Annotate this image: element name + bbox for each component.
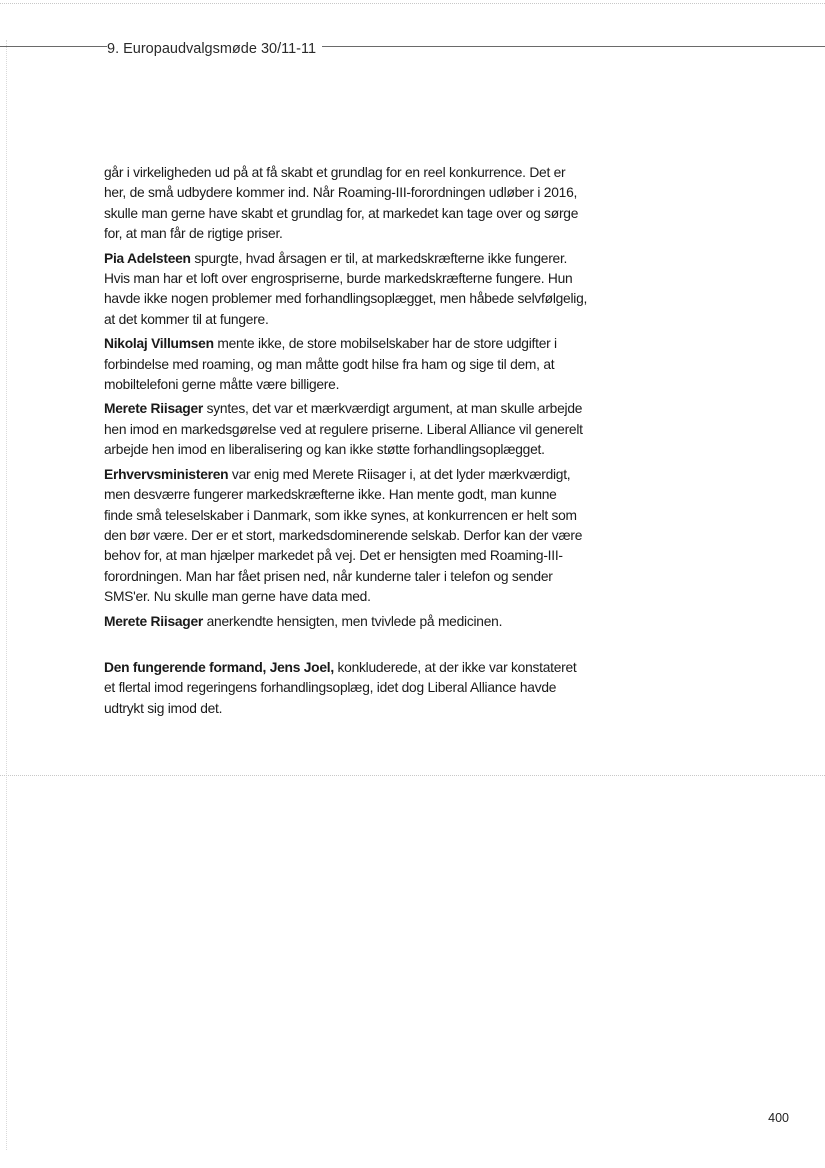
page-header-title: 9. Europaudvalgsmøde 30/11-11 — [107, 40, 322, 58]
paragraph-text: var enig med Merete Riisager i, at det lyder mærkværdigt, men desværre fungerer markedskræfterne ikke. Han mente godt, man kunne finde små teleselskaber i Danmark, som ikke synes, at konkurrencen er helt som den bør være. Der er et stort, markedsdominerende selskab. Derfor kan der være behov for, at man hjælper markedet på vej. Det er hensigten med Roaming-III-forordningen. Man har fået prisen ned, når kunderne taler i telefon og sender SMS'er. Nu skulle man gerne have data med. — [104, 466, 583, 605]
speaker-name: Pia Adelsteen — [104, 250, 191, 266]
paragraph-3 — [104, 334, 588, 395]
paragraph-text: går i virkeligheden ud på at få skabt et grundlag for en reel konkurrence. Det er her, de små udbydere kommer ind. Når Roaming-III-forordningen udløber i 2016, skulle man gerne have skabt et grundlag for, at markedet kan tage over og sørge for, at man får de rigtige priser. — [104, 165, 579, 242]
scan-artifact-line — [0, 775, 825, 776]
speaker-name: Erhvervsministeren — [104, 466, 229, 482]
paragraph-conclusion — [104, 658, 588, 719]
speaker-name: Merete Riisager — [104, 401, 204, 417]
paragraph-2 — [104, 249, 588, 331]
speaker-name: Merete Riisager — [104, 613, 204, 629]
document-body — [104, 163, 588, 723]
scan-left-edge — [6, 40, 7, 1150]
paragraph-1 — [104, 163, 588, 245]
scan-artifact-line — [0, 3, 825, 4]
paragraph-text: konkluderede, at der ikke var konstateret et flertal imod regeringens forhandlingsoplæg, idet dog Liberal Alliance havde udtrykt sig imod det. — [104, 659, 577, 716]
paragraph-text: syntes, det var et mærkværdigt argument, at man skulle arbejde hen imod en markedsgørelse ved at regulere priserne. Liberal Alliance vil generelt arbejde hen imod en liberalisering og kan ikke støtte forhandlingsoplægget. — [104, 401, 583, 458]
speaker-name: Den fungerende formand, Jens Joel, — [104, 659, 334, 675]
paragraph-6 — [104, 612, 588, 632]
paragraph-text: mente ikke, de store mobilselskaber har de store udgifter i forbindelse med roaming, og man måtte godt hilse fra ham og sige til dem, at mobiltelefoni gerne måtte være billigere. — [104, 336, 557, 393]
speaker-name: Nikolaj Villumsen — [104, 336, 214, 352]
page-number: 400 — [768, 1111, 789, 1125]
paragraph-text: anerkendte hensigten, men tvivlede på medicinen. — [203, 613, 503, 629]
paragraph-text: spurgte, hvad årsagen er til, at markedskræfterne ikke fungerer. Hvis man har et loft over engrospriserne, burde markedskræfterne fungere. Hun havde ikke nogen problemer med forhandlingsoplægget, men håbede selvfølgelig, at det kommer til at fungere. — [104, 250, 588, 327]
paragraph-5 — [104, 465, 588, 608]
paragraph-4 — [104, 399, 588, 460]
